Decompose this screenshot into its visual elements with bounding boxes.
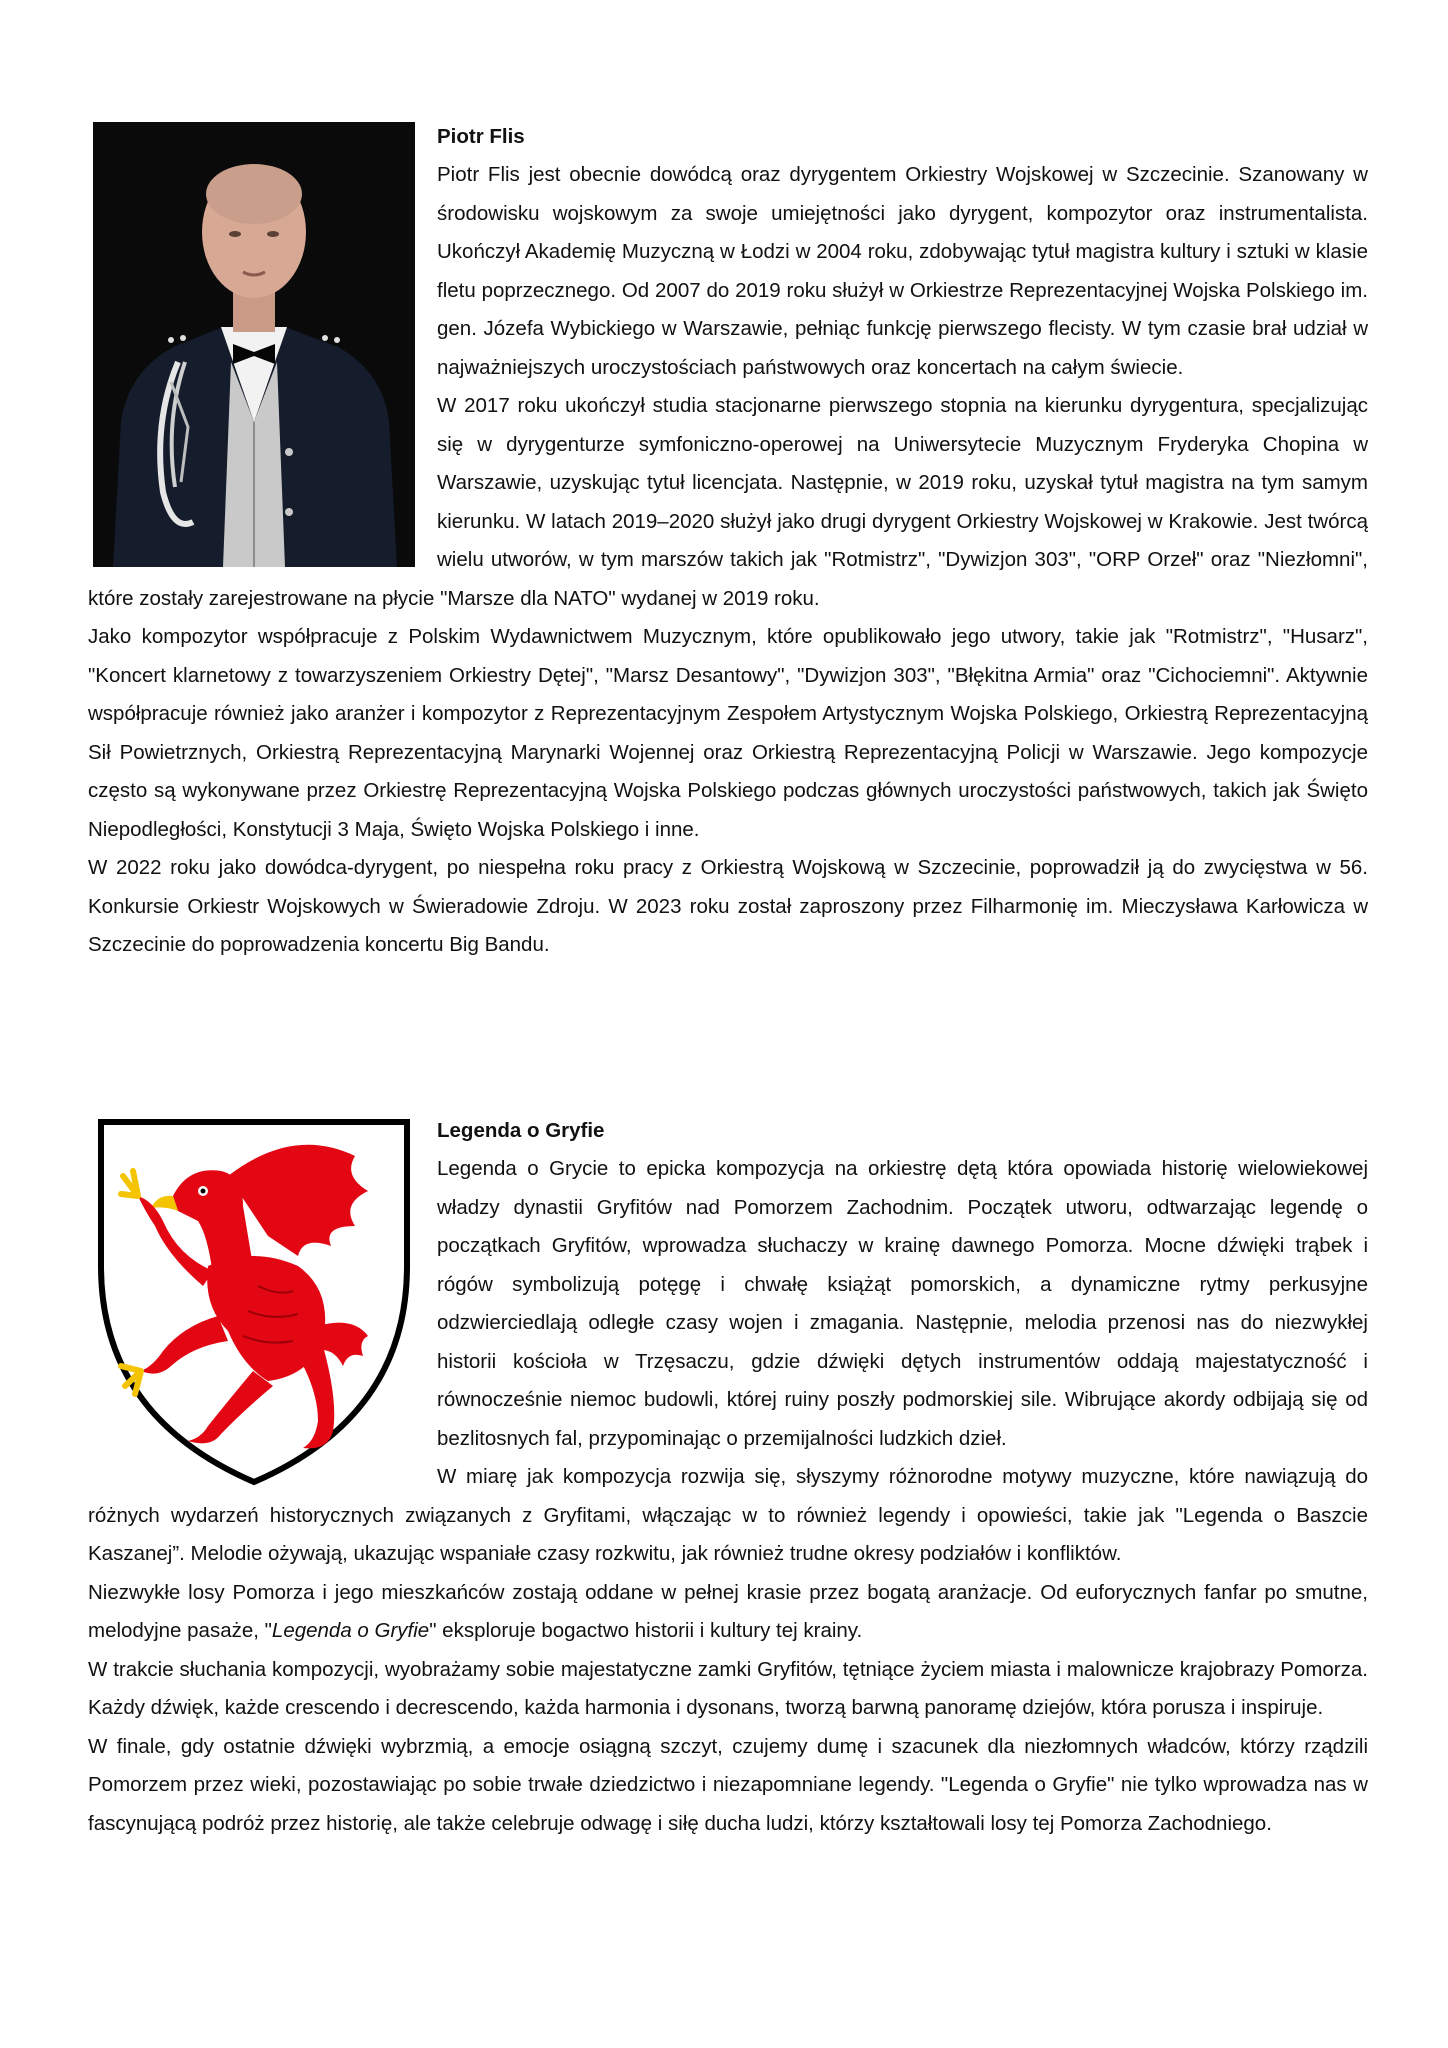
bio-paragraph-1: Piotr Flis jest obecnie dowódcą oraz dyrygentem Orkiestry Wojskowej w Szczecinie. Szanowany w środowisku wojskowym za swoje umiejętności jako dyrygent, kompozytor oraz instrumentalista. Ukończył Akademię Muzyczną w Łodzi w 2004 roku, zdobywając tytuł magistra kultury i sztuki w klasie fletu poprzecznego. Od 2007 do 2019 roku służył w Orkiestrze Reprezentacyjnej Wojska Polskiego im. gen. Józefa Wybickiego w Warszawie, pełniąc funkcję pierwszego flecisty. W tym czasie brał udział w najważniejszych uroczystościach państwowych oraz koncertach na całym świecie. xyxy=(437,163,1368,379)
bio-paragraph-3: Jako kompozytor współpracuje z Polskim Wydawnictwem Muzycznym, które opublikowało jego utwory, takie jak "Rotmistrz", "Husarz", "Koncert klarnetowy z towarzyszeniem Orkiestry Dętej", "Marsz Desantowy", "Dywizjon 303", "Błękitna Armia" oraz "Cichociemni". Aktywnie współpracuje również jako aranżer i kompozytor z Reprezentacyjnym Zespołem Artystycznym Wojska Polskiego, Orkiestrą Reprezentacyjną Sił Powietrznych, Orkiestrą Reprezentacyjną Marynarki Wojennej oraz Orkiestrą Reprezentacyjną Policji w Warszawie. Jego kompozycje często są wykonywane przez Orkiestrę Reprezentacyjną Wojska Polskiego podczas głównych uroczystości państwowych, takich jak Święto Niepodległości, Konstytucji 3 Maja, Święto Wojska Polskiego i inne. xyxy=(88,625,1368,841)
griffin-icon xyxy=(93,1116,415,1488)
legend-paragraph-5: W finale, gdy ostatnie dźwięki wybrzmią, a emocje osiągną szczyt, czujemy dumę i szacunek dla niezłomnych władców, którzy rządzili Pomorzem przez wieki, pozostawiając po sobie trwałe dziedzictwo i niezapomniane legendy. "Legenda o Gryfie" nie tylko wprowadza nas w fascynującą podróż przez historię, ale także celebruje odwagę i siłę ducha ludzi, którzy kształtowali losy tej Pomorza Zachodniego. xyxy=(88,1734,1368,1835)
legend-paragraph-3 xyxy=(88,1574,1368,1651)
griffin-crest xyxy=(93,1116,415,1488)
legend-paragraph-3-end: " eksploruje bogactwo historii i kultury tej krainy. xyxy=(429,1619,863,1642)
legend-paragraph-2: W miarę jak kompozycja rozwija się, słyszymy różnorodne motywy muzyczne, które nawiązują do różnych wydarzeń historycznych związanych z Gryfitami, włączając w to również legendy i opowieści, takie jak "Legenda o Baszcie Kaszanej”. Melodie ożywają, ukazując wspaniałe czasy rozkwitu, jak również trudne okresy podziałów i konfliktów. xyxy=(88,1465,1368,1565)
bio-paragraph-2: W 2017 roku ukończył studia stacjonarne pierwszego stopnia na kierunku dyrygentura, specjalizując się w dyrygenturze symfoniczno-operowej na Uniwersytecie Muzycznym Fryderyka Chopina w Warszawie, uzyskując tytuł licencjata. Następnie, w 2019 roku, uzyskał tytuł magistra na tym samym kierunku. W latach 2019–2020 służył jako drugi dyrygent Orkiestry Wojskowej w Krakowie. Jest twórcą wielu utworów, w tym marszów takich jak "Rotmistrz", "Dywizjon 303", "ORP Orzeł" oraz "Niezłomni", które zostały zarejestrowane na płycie "Marsze dla NATO" wydanej w 2019 roku. xyxy=(88,394,1368,610)
legend-paragraph-1: Legenda o Grycie to epicka kompozycja na orkiestrę dętą która opowiada historię wielowiekowej władzy dynastii Gryfitów nad Pomorzem Zachodnim. Początek utworu, odtwarzając legendę o początkach Gryfitów, wprowadza słuchaczy w krainę dawnego Pomorza. Mocne dźwięki trąbek i rógów symbolizują potęgę i chwałę książąt pomorskich, a dynamiczne rytmy perkusyjne odzwierciedlają odległe czasy wojen i zmagania. Następnie, melodia przenosi nas do niezwykłej historii kościoła w Trzęsaczu, gdzie dźwięki dętych instrumentów oddają majestatyczność i równocześnie niemoc budowli, której ruiny poszły podmorskiej sile. Wibrujące akordy odbijają się od bezlitosnych fal, przypominając o przemijalności ludzkich dzieł. xyxy=(437,1157,1368,1450)
portrait-photo xyxy=(93,122,415,567)
legend-title: Legenda o Gryfie xyxy=(437,1119,605,1142)
legend-paragraph-3-start: Niezwykłe losy Pomorza i jego mieszkańców zostają oddane w pełnej krasie przez bogatą aranżacje. Od euforycznych fanfar po smutne, melodyjne pasaże, " xyxy=(88,1580,1368,1642)
legend-paragraph-4: W trakcie słuchania kompozycji, wyobrażamy sobie majestatyczne zamki Gryfitów, tętniące życiem miasta i malownicze krajobrazy Pomorza. Każdy dźwięk, każde crescendo i decrescendo, każda harmonia i dysonans, tworzą barwną panoramę dziejów, która porusza i inspiruje. xyxy=(88,1657,1368,1719)
bio-title: Piotr Flis xyxy=(437,125,525,148)
bio-paragraph-4: W 2022 roku jako dowódca-dyrygent, po niespełna roku pracy z Orkiestrą Wojskową w Szczecinie, poprowadził ją do zwycięstwa w 56. Konkursie Orkiestr Wojskowych w Świeradowie Zdroju. W 2023 roku został zaproszony przez Filharmonię im. Mieczysława Karłowicza w Szczecinie do poprowadzenia koncertu Big Bandu. xyxy=(88,856,1368,956)
legend-title-italic: Legenda o Gryfie xyxy=(271,1619,430,1642)
legend-section xyxy=(88,1112,1368,1843)
portrait-image xyxy=(93,122,415,567)
bio-section xyxy=(88,118,1368,965)
